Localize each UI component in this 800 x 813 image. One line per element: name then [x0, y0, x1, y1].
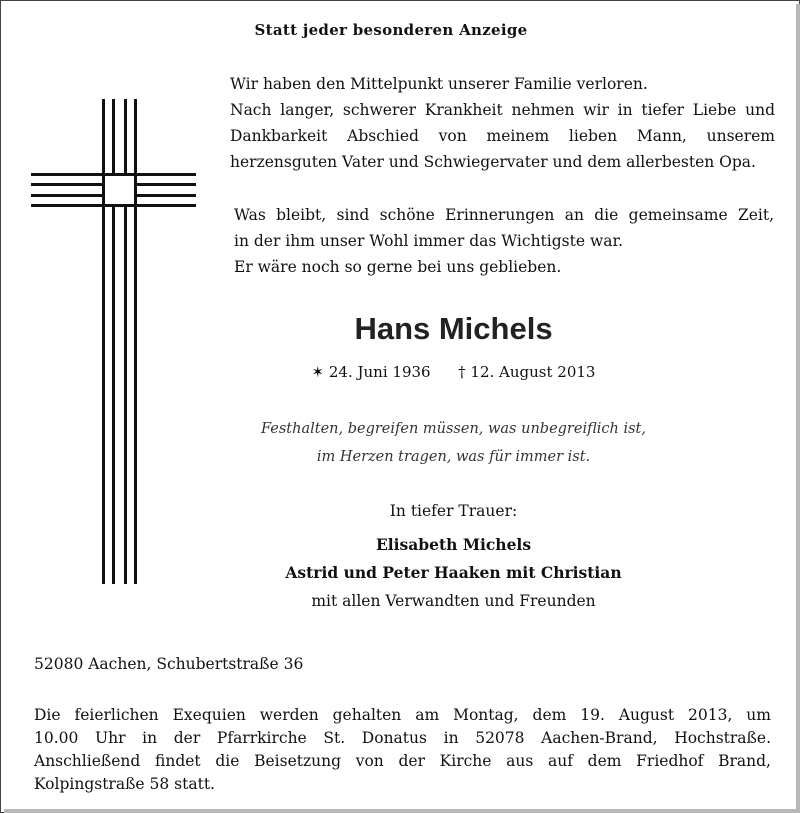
remembrance-line: Er wäre noch so gerne bei uns geblieben.: [234, 258, 562, 276]
death-date: 12. August 2013: [470, 363, 596, 381]
mourners-others: mit allen Verwandten und Freunden: [311, 592, 596, 610]
intro-line: herzensguten Vater und Schwiegervater und dem allerbesten Opa.: [230, 153, 756, 171]
service-line: 10.00 Uhr in der Pfarrkirche St. Donatus in 52078 Aachen-Brand, Hochstraße.: [34, 729, 771, 747]
intro-line: Nach langer, schwerer Krankheit nehmen wir in tiefer Liebe und: [230, 101, 775, 119]
verse-line: im Herzen tragen, was für immer ist.: [316, 449, 591, 465]
birth-star-icon: ✶: [311, 363, 325, 381]
death-cross-icon: †: [458, 363, 466, 381]
intro-line: Wir haben den Mittelpunkt unserer Familie verloren.: [230, 75, 648, 93]
remembrance-line: in der ihm unser Wohl immer das Wichtigste war.: [234, 232, 624, 250]
mourner-name: Elisabeth Michels: [375, 535, 532, 554]
memorial-verse: [241, 415, 666, 471]
cross-icon: [31, 99, 201, 584]
family-address: 52080 Aachen, Schubertstraße 36: [34, 655, 304, 673]
frame-shadow-right: [796, 4, 800, 813]
life-dates: [241, 363, 666, 381]
deceased-name: Hans Michels: [354, 311, 553, 346]
mourners-block: [241, 497, 666, 615]
mourners-intro: In tiefer Trauer:: [389, 502, 518, 520]
birth-date: 24. Juni 1936: [328, 363, 431, 381]
notice-header: Statt jeder besonderen Anzeige: [254, 21, 528, 39]
verse-line: Festhalten, begreifen müssen, was unbegreiflich ist,: [261, 421, 646, 437]
service-line: Kolpingstraße 58 statt.: [34, 775, 215, 793]
remembrance-line: Was bleibt, sind schöne Erinnerungen an die gemeinsame Zeit,: [234, 206, 774, 224]
frame-shadow-bottom: [4, 809, 800, 813]
intro-line: Dankbarkeit Abschied von meinem lieben Mann, unserem: [230, 127, 775, 145]
funeral-service-info: [34, 704, 771, 796]
remembrance-text: [234, 202, 774, 280]
intro-text: [230, 71, 775, 175]
mourner-name: Astrid und Peter Haaken mit Christian: [285, 563, 622, 582]
service-line: Anschließend findet die Beisetzung von der Kirche aus auf dem Friedhof Brand,: [34, 752, 771, 770]
service-line: Die feierlichen Exequien werden gehalten am Montag, dem 19. August 2013, um: [34, 706, 771, 724]
